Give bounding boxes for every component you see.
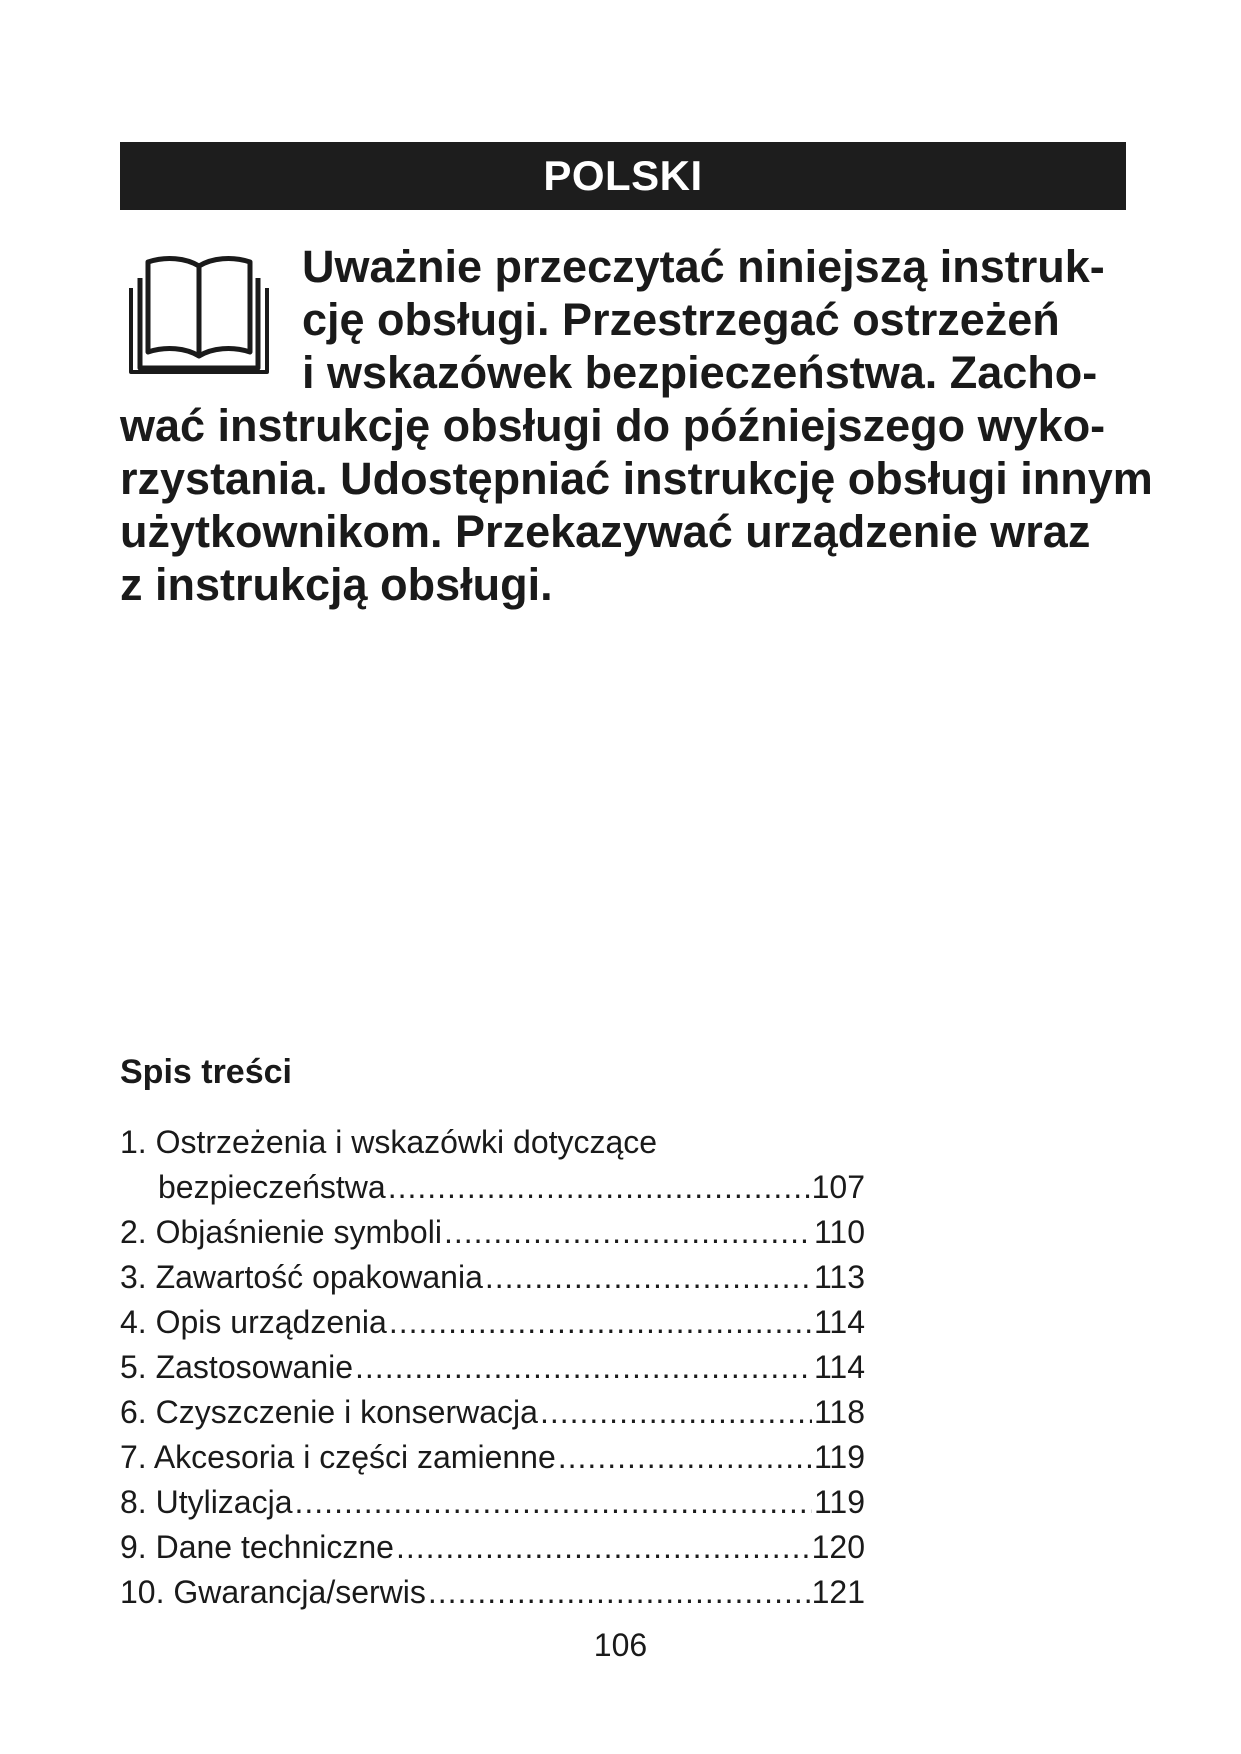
toc-leader-dots [540, 1390, 812, 1435]
intro-line [302, 293, 1132, 346]
toc-entry-label: 2. Objaśnienie symboli [120, 1214, 442, 1250]
toc-entry-label: 4. Opis urządzenia [120, 1304, 387, 1340]
toc-entry-label: bezpieczeństwa [158, 1169, 386, 1205]
intro-text: cję obsługi. Przestrzegać ostrzeżeń [302, 294, 1060, 345]
toc-entry[interactable] [120, 1435, 865, 1480]
toc-entry-label: 3. Zawartość opakowania [120, 1259, 483, 1295]
intro-line [302, 240, 1124, 293]
book-icon [126, 250, 272, 374]
toc-entry[interactable] [120, 1390, 865, 1435]
toc-entry-page: 114 [813, 1304, 865, 1340]
intro-text: użytkownikom. Przekazywać urządzenie wraz [120, 506, 1091, 557]
toc-leader-dots [389, 1300, 812, 1345]
intro-line [120, 399, 1124, 452]
intro-text: wać instrukcję obsługi do późniejszego wyko- [120, 400, 1106, 451]
toc-entry-label: 8. Utylizacja [120, 1484, 293, 1520]
page-number: 106 [593, 1627, 648, 1663]
intro-line [120, 452, 1153, 505]
toc-entry-page: 119 [813, 1484, 865, 1520]
toc-entry-page: 121 [811, 1574, 865, 1610]
intro-text: Uważnie przeczytać niniejszą instruk- [302, 241, 1105, 292]
intro-text: rzystania. Udostępniać instrukcję obsługi innym [120, 453, 1153, 504]
toc-entry[interactable] [120, 1255, 865, 1300]
toc-entry-page: 119 [813, 1439, 865, 1475]
toc-entry[interactable] [120, 1165, 865, 1210]
toc-entry-label: 9. Dane techniczne [120, 1529, 394, 1565]
toc-entry-page: 110 [813, 1214, 865, 1250]
intro-text: i wskazówek bezpieczeństwa. Zacho- [302, 347, 1098, 398]
toc-entry-page: 118 [813, 1394, 865, 1430]
intro-text: z instrukcją obsługi. [120, 559, 553, 610]
toc-entry-page: 114 [813, 1349, 865, 1385]
toc-entry[interactable] [120, 1525, 865, 1570]
intro-line [120, 505, 1124, 558]
toc-leader-dots [444, 1210, 812, 1255]
toc-leader-dots [355, 1345, 812, 1390]
toc-entry[interactable] [120, 1345, 865, 1390]
toc-leader-dots [388, 1165, 810, 1210]
toc-entry-label: 10. Gwarancja/serwis [120, 1574, 426, 1610]
toc-leader-dots [396, 1525, 810, 1570]
toc-heading: Spis treści [120, 1053, 292, 1091]
toc-entry-page: 113 [813, 1259, 865, 1295]
toc-entry[interactable] [120, 1480, 865, 1525]
toc-leader-dots [485, 1255, 812, 1300]
language-header [120, 142, 1126, 210]
toc-entry-line [120, 1120, 865, 1165]
toc-entry-label: 5. Zastosowanie [120, 1349, 354, 1385]
toc-entry[interactable] [120, 1300, 865, 1345]
toc-entry[interactable] [120, 1570, 865, 1615]
toc-entry-label: 7. Akcesoria i części zamienne [120, 1439, 556, 1475]
toc-entry[interactable] [120, 1210, 865, 1255]
toc-entry-page: 120 [811, 1529, 865, 1565]
toc-leader-dots [295, 1480, 812, 1525]
toc-leader-dots [428, 1570, 810, 1615]
intro-line [302, 346, 1112, 399]
toc-entry-label: 1. Ostrzeżenia i wskazówki dotyczące [120, 1124, 658, 1160]
intro-line [120, 558, 1124, 611]
language-title: POLSKI [543, 152, 703, 199]
toc-entry-page: 107 [811, 1169, 865, 1205]
table-of-contents [120, 1120, 865, 1615]
toc-leader-dots [558, 1435, 812, 1480]
toc-entry-label: 6. Czyszczenie i konserwacja [120, 1394, 538, 1430]
